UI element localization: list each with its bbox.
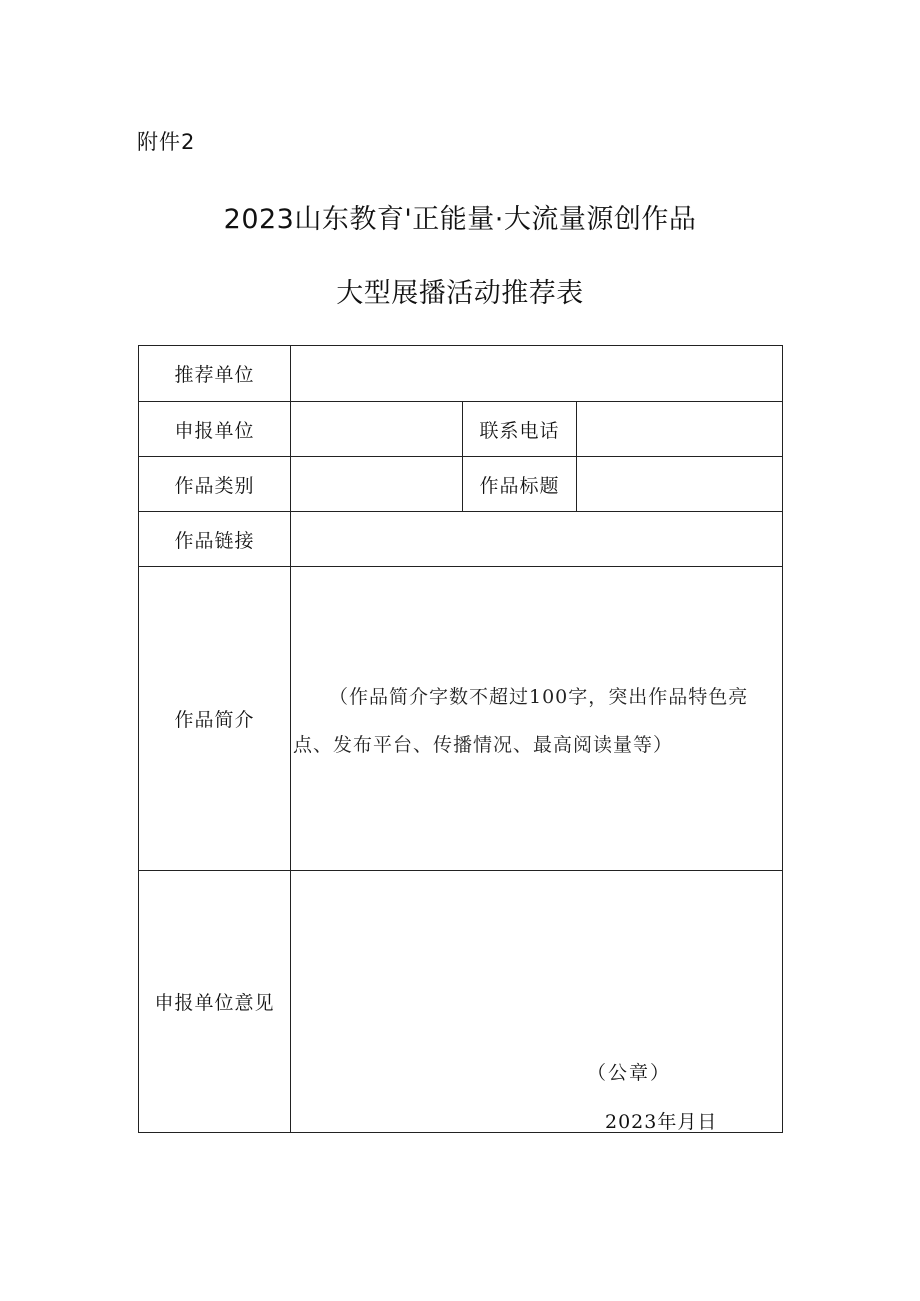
work-title-label: 作品标题 [463,457,577,512]
applicant-opinion-label: 申报单位意见 [139,871,291,1133]
row-work-link [139,512,783,567]
work-intro-hint: （作品简介字数不超过100字，突出作品特色亮点、发布平台、传播情况、最高阅读量等） [293,685,749,756]
work-intro-field[interactable] [291,567,783,871]
row-work-intro [139,567,783,871]
attachment-label: 附件2 [137,130,196,154]
recommend-unit-label: 推荐单位 [139,346,291,402]
applicant-unit-label: 申报单位 [139,402,291,457]
work-intro-label: 作品简介 [139,567,291,871]
official-seal-text: （公章） [587,1062,672,1084]
date-text: 2023年月日 [605,1111,718,1133]
contact-phone-field[interactable] [577,402,783,457]
page-title-line-1: 2023山东教育'正能量·大流量源创作品 [223,204,697,235]
applicant-opinion-field[interactable] [291,871,783,1133]
work-link-field[interactable] [291,512,783,567]
page-title-line-2: 大型展播活动推荐表 [336,278,584,309]
applicant-unit-field[interactable] [291,402,463,457]
work-link-label: 作品链接 [139,512,291,567]
recommendation-form-table [138,345,783,1133]
work-category-field[interactable] [291,457,463,512]
row-work-category [139,457,783,512]
recommend-unit-field[interactable] [291,346,783,402]
work-category-label: 作品类别 [139,457,291,512]
work-title-field[interactable] [577,457,783,512]
contact-phone-label: 联系电话 [463,402,577,457]
row-applicant-opinion [139,871,783,1133]
row-applicant-unit [139,402,783,457]
row-recommend-unit [139,346,783,402]
